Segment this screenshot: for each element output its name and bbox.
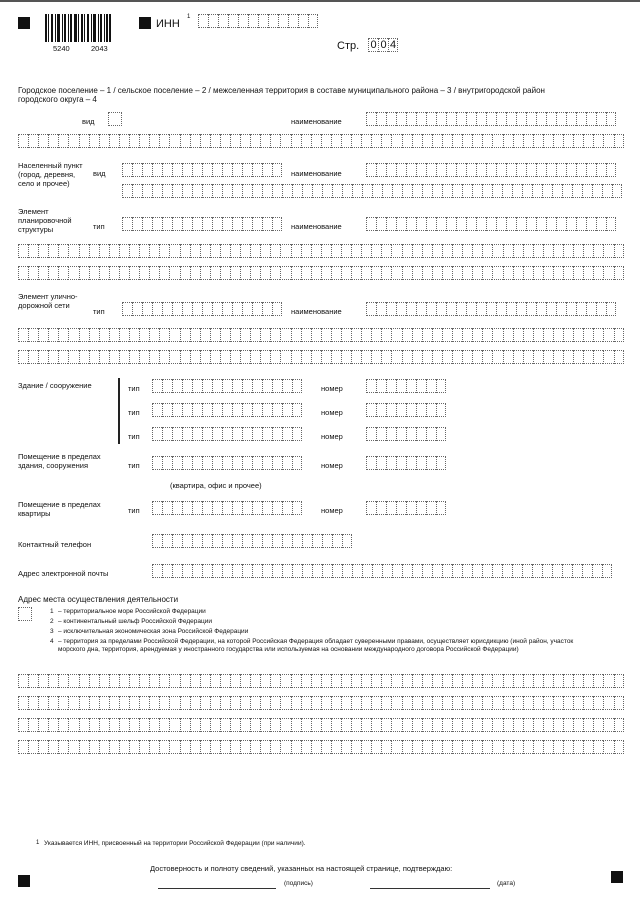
settlement-name-cells-2[interactable] — [122, 184, 622, 198]
room-building-number-cells[interactable] — [366, 456, 446, 470]
building-tip-label-2: тип — [128, 408, 140, 417]
activity-address-cells-4[interactable] — [18, 740, 624, 754]
activity-option-num-3: 3 — [50, 628, 54, 635]
planning-name-cells-2[interactable] — [18, 244, 624, 258]
inn-label: ИНН — [156, 18, 180, 30]
signature-label: (подпись) — [284, 880, 313, 887]
building-number-cells-1[interactable] — [366, 379, 446, 393]
building-type-cells-1[interactable] — [152, 379, 302, 393]
room-building-type-cells[interactable] — [152, 456, 302, 470]
corner-marker-top-center — [139, 17, 151, 29]
confirmation-text: Достоверность и полноту сведений, указанных на настоящей странице, подтверждаю: — [150, 864, 453, 873]
date-label: (дата) — [497, 880, 516, 887]
room-apartment-tip-label: тип — [128, 506, 140, 515]
page-digit: 0 — [368, 38, 378, 52]
corner-marker-top-left — [18, 17, 30, 29]
building-bracket — [118, 378, 120, 444]
planning-naimenovanie-label: наименование — [291, 222, 342, 231]
building-nomer-label-2: номер — [321, 408, 343, 417]
building-nomer-label-1: номер — [321, 384, 343, 393]
barcode — [45, 14, 111, 42]
phone-cells[interactable] — [152, 534, 352, 548]
corner-marker-bottom-left — [18, 875, 30, 887]
activity-option-text-3: – исключительная экономическая зона Российской Федерации — [58, 628, 249, 635]
activity-address-cells-2[interactable] — [18, 696, 624, 710]
corner-marker-bottom-right — [611, 871, 623, 883]
activity-option-num-4: 4 — [50, 638, 54, 645]
municipal-name-cells[interactable] — [366, 112, 616, 126]
room-building-tip-label: тип — [128, 461, 140, 470]
settlement-type-cells[interactable] — [122, 163, 282, 177]
phone-label: Контактный телефон — [18, 540, 92, 549]
section-title: Городское поселение – 1 / сельское поселение – 2 / межселенная территория в составе муниципального района – 3 / внутригородской район городского округа – 4 — [18, 86, 545, 104]
road-tip-label: тип — [93, 307, 105, 316]
footnote-text: Указывается ИНН, присвоенный на территории Российской Федерации (при наличии). — [44, 840, 306, 847]
municipal-name-cells-2[interactable] — [18, 134, 624, 148]
inn-footnote-mark: 1 — [187, 14, 191, 20]
signature-line[interactable] — [158, 888, 276, 889]
municipal-type-cell[interactable] — [108, 112, 122, 126]
settlement-label: Населенный пункт (город, деревня, село и прочее) — [18, 161, 83, 188]
page-digit: 0 — [378, 38, 388, 52]
building-tip-label-3: тип — [128, 432, 140, 441]
room-apartment-label: Помещение в пределах квартиры — [18, 500, 101, 518]
activity-option-num-2: 2 — [50, 618, 54, 625]
building-label: Здание / сооружение — [18, 381, 92, 390]
activity-address-cells-1[interactable] — [18, 674, 624, 688]
naimenovanie-label: наименование — [291, 117, 342, 126]
planning-tip-label: тип — [93, 222, 105, 231]
building-type-cells-2[interactable] — [152, 403, 302, 417]
email-cells[interactable] — [152, 564, 612, 578]
room-building-nomer-label: номер — [321, 461, 343, 470]
activity-option-num-1: 1 — [50, 608, 54, 615]
building-tip-label-1: тип — [128, 384, 140, 393]
barcode-number-right: 2043 — [91, 44, 108, 53]
road-name-cells[interactable] — [366, 302, 616, 316]
vid-label: вид — [82, 117, 95, 126]
planning-type-cells[interactable] — [122, 217, 282, 231]
room-hint: (квартира, офис и прочее) — [170, 481, 262, 490]
settlement-vid-label: вид — [93, 169, 106, 178]
room-apartment-nomer-label: номер — [321, 506, 343, 515]
road-name-cells-2[interactable] — [18, 328, 624, 342]
email-label: Адрес электронной почты — [18, 569, 109, 578]
planning-name-cells-3[interactable] — [18, 266, 624, 280]
date-line[interactable] — [370, 888, 490, 889]
room-apartment-number-cells[interactable] — [366, 501, 446, 515]
activity-title: Адрес места осуществления деятельности — [18, 595, 179, 604]
page-digit: 4 — [389, 39, 397, 51]
settlement-name-cells[interactable] — [366, 163, 616, 177]
planning-name-cells[interactable] — [366, 217, 616, 231]
building-type-cells-3[interactable] — [152, 427, 302, 441]
building-number-cells-3[interactable] — [366, 427, 446, 441]
activity-option-text-4: – территория за пределами Российской Федерации, на которой Российская Федерация обладает суверенными правами, осуществляет юрисдикцию (иной район, участок морского дна, территория, арендуемая у иностранного государства или используемая на основании международного договора Российской Федерации) — [58, 638, 574, 653]
activity-option-text-1: – территориальное море Российской Федерации — [58, 608, 206, 615]
building-number-cells-2[interactable] — [366, 403, 446, 417]
room-building-label: Помещение в пределах здания, сооружения — [18, 452, 101, 470]
room-apartment-type-cells[interactable] — [152, 501, 302, 515]
road-name-cells-3[interactable] — [18, 350, 624, 364]
barcode-number-left: 5240 — [53, 44, 70, 53]
inn-input-cells[interactable] — [198, 14, 318, 28]
page-top-border — [0, 0, 640, 2]
activity-code-cell[interactable] — [18, 607, 32, 621]
footnote-number: 1 — [36, 840, 40, 846]
building-nomer-label-3: номер — [321, 432, 343, 441]
settlement-naimenovanie-label: наименование — [291, 169, 342, 178]
page-number-cells — [368, 38, 398, 52]
page-label: Стр. — [337, 40, 360, 52]
road-type-cells[interactable] — [122, 302, 282, 316]
road-naimenovanie-label: наименование — [291, 307, 342, 316]
planning-element-label: Элемент планировочной структуры — [18, 207, 72, 234]
road-element-label: Элемент улично-дорожной сети — [18, 292, 78, 310]
activity-address-cells-3[interactable] — [18, 718, 624, 732]
activity-option-text-2: – континентальный шельф Российской Федерации — [58, 618, 212, 625]
